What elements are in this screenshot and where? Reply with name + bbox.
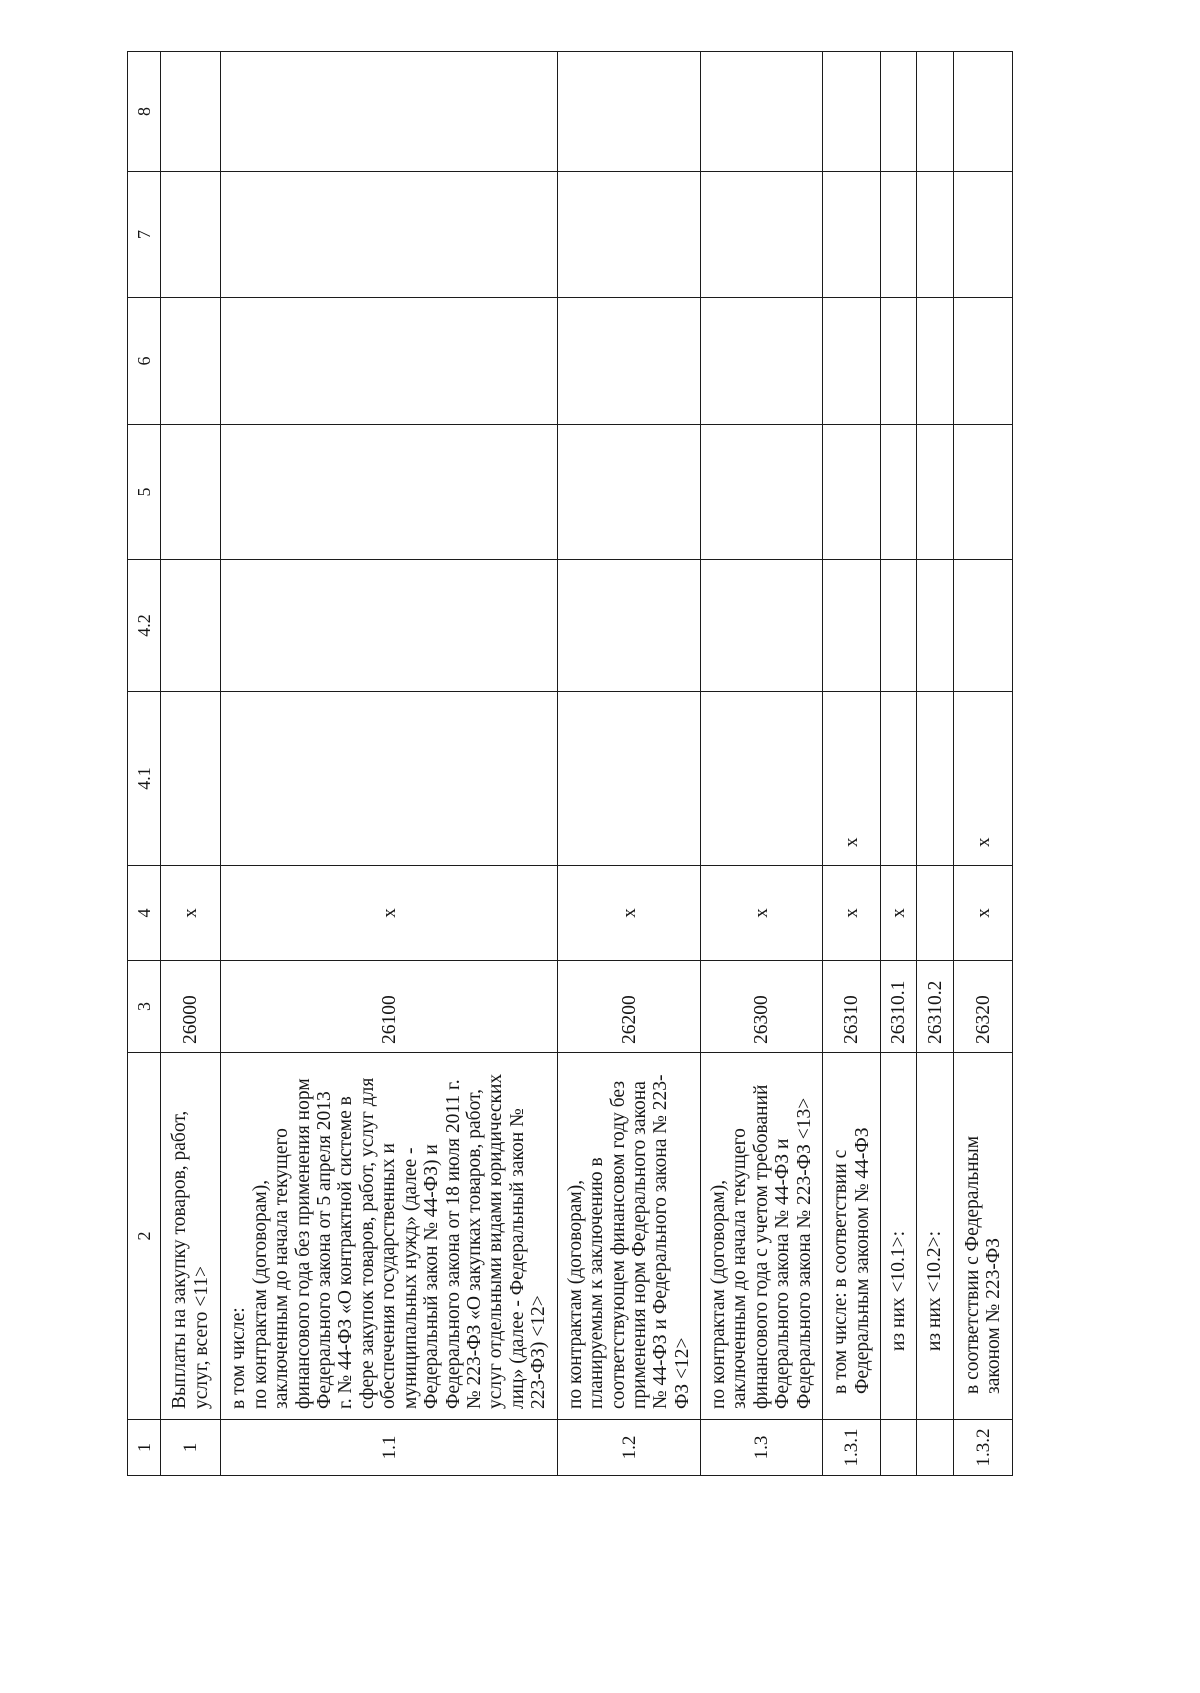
row-1-3-number: 1.3: [701, 1420, 823, 1476]
row-1-col-4-2: [161, 560, 221, 692]
row-1-col-7: [161, 172, 221, 298]
row-1-2-line-code: 26200: [558, 961, 701, 1053]
header-col-3: 3: [128, 961, 161, 1053]
row-1-line-code: 26000: [161, 961, 221, 1053]
row-10-1-line-code: 26310.1: [881, 961, 917, 1053]
row-1-3-2-col-4-1: x: [954, 692, 1013, 866]
table-row: [701, 52, 823, 1476]
row-10-2-col-6: [917, 298, 954, 425]
header-col-2: 2: [128, 1053, 161, 1420]
row-1-3-1-col-6: [823, 298, 881, 425]
row-10-2-line-code: 26310.2: [917, 961, 954, 1053]
row-1-3-2-col-7: [954, 172, 1013, 298]
row-1-1-col-4-1: [221, 692, 558, 866]
row-1-3-2-col-8: [954, 52, 1013, 172]
row-1-3-1-col-7: [823, 172, 881, 298]
rotated-landscape-sheet: [127, 52, 1012, 1476]
row-1-3-description: по контрактам (договорам), заключенным до начала текущего финансового года с учетом требований Федерального закона № 44-ФЗ и Федерального закона № 223-ФЗ <13>: [701, 1053, 823, 1420]
row-10-1-number: [881, 1420, 917, 1476]
row-10-1-col-4-2: [881, 560, 917, 692]
header-row: [128, 52, 161, 1476]
row-10-2-col-4-1: [917, 692, 954, 866]
row-10-1-col-8: [881, 52, 917, 172]
row-10-2-col-5: [917, 425, 954, 560]
row-1-3-col-8: [701, 52, 823, 172]
row-1-2-col-4-2: [558, 560, 701, 692]
row-1-3-col-5: [701, 425, 823, 560]
row-1-1-number: 1.1: [221, 1420, 558, 1476]
row-1-number: 1: [161, 1420, 221, 1476]
row-1-3-1-col-8: [823, 52, 881, 172]
row-1-1-col-8: [221, 52, 558, 172]
row-1-1-col-4: x: [221, 866, 558, 961]
table-row: [881, 52, 917, 1476]
row-1-3-1-number: 1.3.1: [823, 1420, 881, 1476]
row-1-1-description: в том числе: по контрактам (договорам), заключенным до начала текущего финансового года без применения норм Федерального закона от 5 апреля 2013 г. № 44-ФЗ «О контрактной системе в сфере закупок товаров, работ, услуг для обеспечения государственных и муниципальных нужд» (далее - Федеральный закон № 44-ФЗ) и Федерального закона от 18 июля 2011 г. № 223-ФЗ «О закупках товаров, работ, услуг отдельными видами юридических лиц» (далее - Федеральный закон № 223-ФЗ) <12>: [221, 1053, 558, 1420]
table-row: [558, 52, 701, 1476]
row-1-3-2-line-code: 26320: [954, 961, 1013, 1053]
header-col-1: 1: [128, 1420, 161, 1476]
row-10-2-col-8: [917, 52, 954, 172]
table-area: [126, 51, 1014, 1478]
row-10-1-col-4-1: [881, 692, 917, 866]
row-10-1-col-4: x: [881, 866, 917, 961]
row-1-1-col-4-2: [221, 560, 558, 692]
row-1-description: Выплаты на закупку товаров, работ, услуг, всего <11>: [161, 1053, 221, 1420]
row-1-3-col-7: [701, 172, 823, 298]
table-row: [954, 52, 1013, 1476]
header-col-4-1: 4.1: [128, 692, 161, 866]
row-1-2-col-5: [558, 425, 701, 560]
row-1-3-2-col-4: x: [954, 866, 1013, 961]
table-row: [823, 52, 881, 1476]
row-1-3-2-col-6: [954, 298, 1013, 425]
row-1-1-col-5: [221, 425, 558, 560]
row-1-2-description: по контрактам (договорам), планируемым к заключению в соответствующем финансовом году без применения норм Федерального закона № 44-ФЗ и Федерального закона № 223- ФЗ <12>: [558, 1053, 701, 1420]
row-1-col-4-1: [161, 692, 221, 866]
row-1-3-col-4: x: [701, 866, 823, 961]
row-1-2-col-7: [558, 172, 701, 298]
table-row: [221, 52, 558, 1476]
row-1-2-col-6: [558, 298, 701, 425]
row-1-2-col-4: x: [558, 866, 701, 961]
row-10-1-col-6: [881, 298, 917, 425]
row-1-3-2-col-4-2: [954, 560, 1013, 692]
row-1-3-1-col-5: [823, 425, 881, 560]
row-1-2-number: 1.2: [558, 1420, 701, 1476]
row-1-1-line-code: 26100: [221, 961, 558, 1053]
row-10-2-number: [917, 1420, 954, 1476]
row-1-3-1-line-code: 26310: [823, 961, 881, 1053]
row-10-2-col-7: [917, 172, 954, 298]
header-col-4: 4: [128, 866, 161, 961]
row-10-2-col-4-2: [917, 560, 954, 692]
header-col-5: 5: [128, 425, 161, 560]
row-1-3-2-col-5: [954, 425, 1013, 560]
row-1-col-6: [161, 298, 221, 425]
row-1-3-col-6: [701, 298, 823, 425]
row-1-col-8: [161, 52, 221, 172]
row-1-3-line-code: 26300: [701, 961, 823, 1053]
table-row: [917, 52, 954, 1476]
row-10-2-description: из них <10.2>:: [917, 1053, 954, 1420]
payments-table: [127, 51, 1013, 1476]
row-1-3-2-description: в соответствии с Федеральным законом № 223-ФЗ: [954, 1053, 1013, 1420]
row-1-3-1-col-4-1: x: [823, 692, 881, 866]
row-1-1-col-6: [221, 298, 558, 425]
row-10-1-col-7: [881, 172, 917, 298]
header-col-7: 7: [128, 172, 161, 298]
row-1-2-col-8: [558, 52, 701, 172]
row-1-col-5: [161, 425, 221, 560]
row-1-3-col-4-1: [701, 692, 823, 866]
row-1-3-1-col-4: x: [823, 866, 881, 961]
row-10-2-col-4: [917, 866, 954, 961]
row-10-1-col-5: [881, 425, 917, 560]
row-1-1-col-7: [221, 172, 558, 298]
row-1-3-col-4-2: [701, 560, 823, 692]
row-1-2-col-4-1: [558, 692, 701, 866]
row-10-1-description: из них <10.1>:: [881, 1053, 917, 1420]
row-1-3-2-number: 1.3.2: [954, 1420, 1013, 1476]
row-1-col-4: x: [161, 866, 221, 961]
header-col-8: 8: [128, 52, 161, 172]
header-col-4-2: 4.2: [128, 560, 161, 692]
header-col-6: 6: [128, 298, 161, 425]
row-1-3-1-col-4-2: [823, 560, 881, 692]
row-1-3-1-description: в том числе: в соответствии с Федеральным законом № 44-ФЗ: [823, 1053, 881, 1420]
table-row: [161, 52, 221, 1476]
